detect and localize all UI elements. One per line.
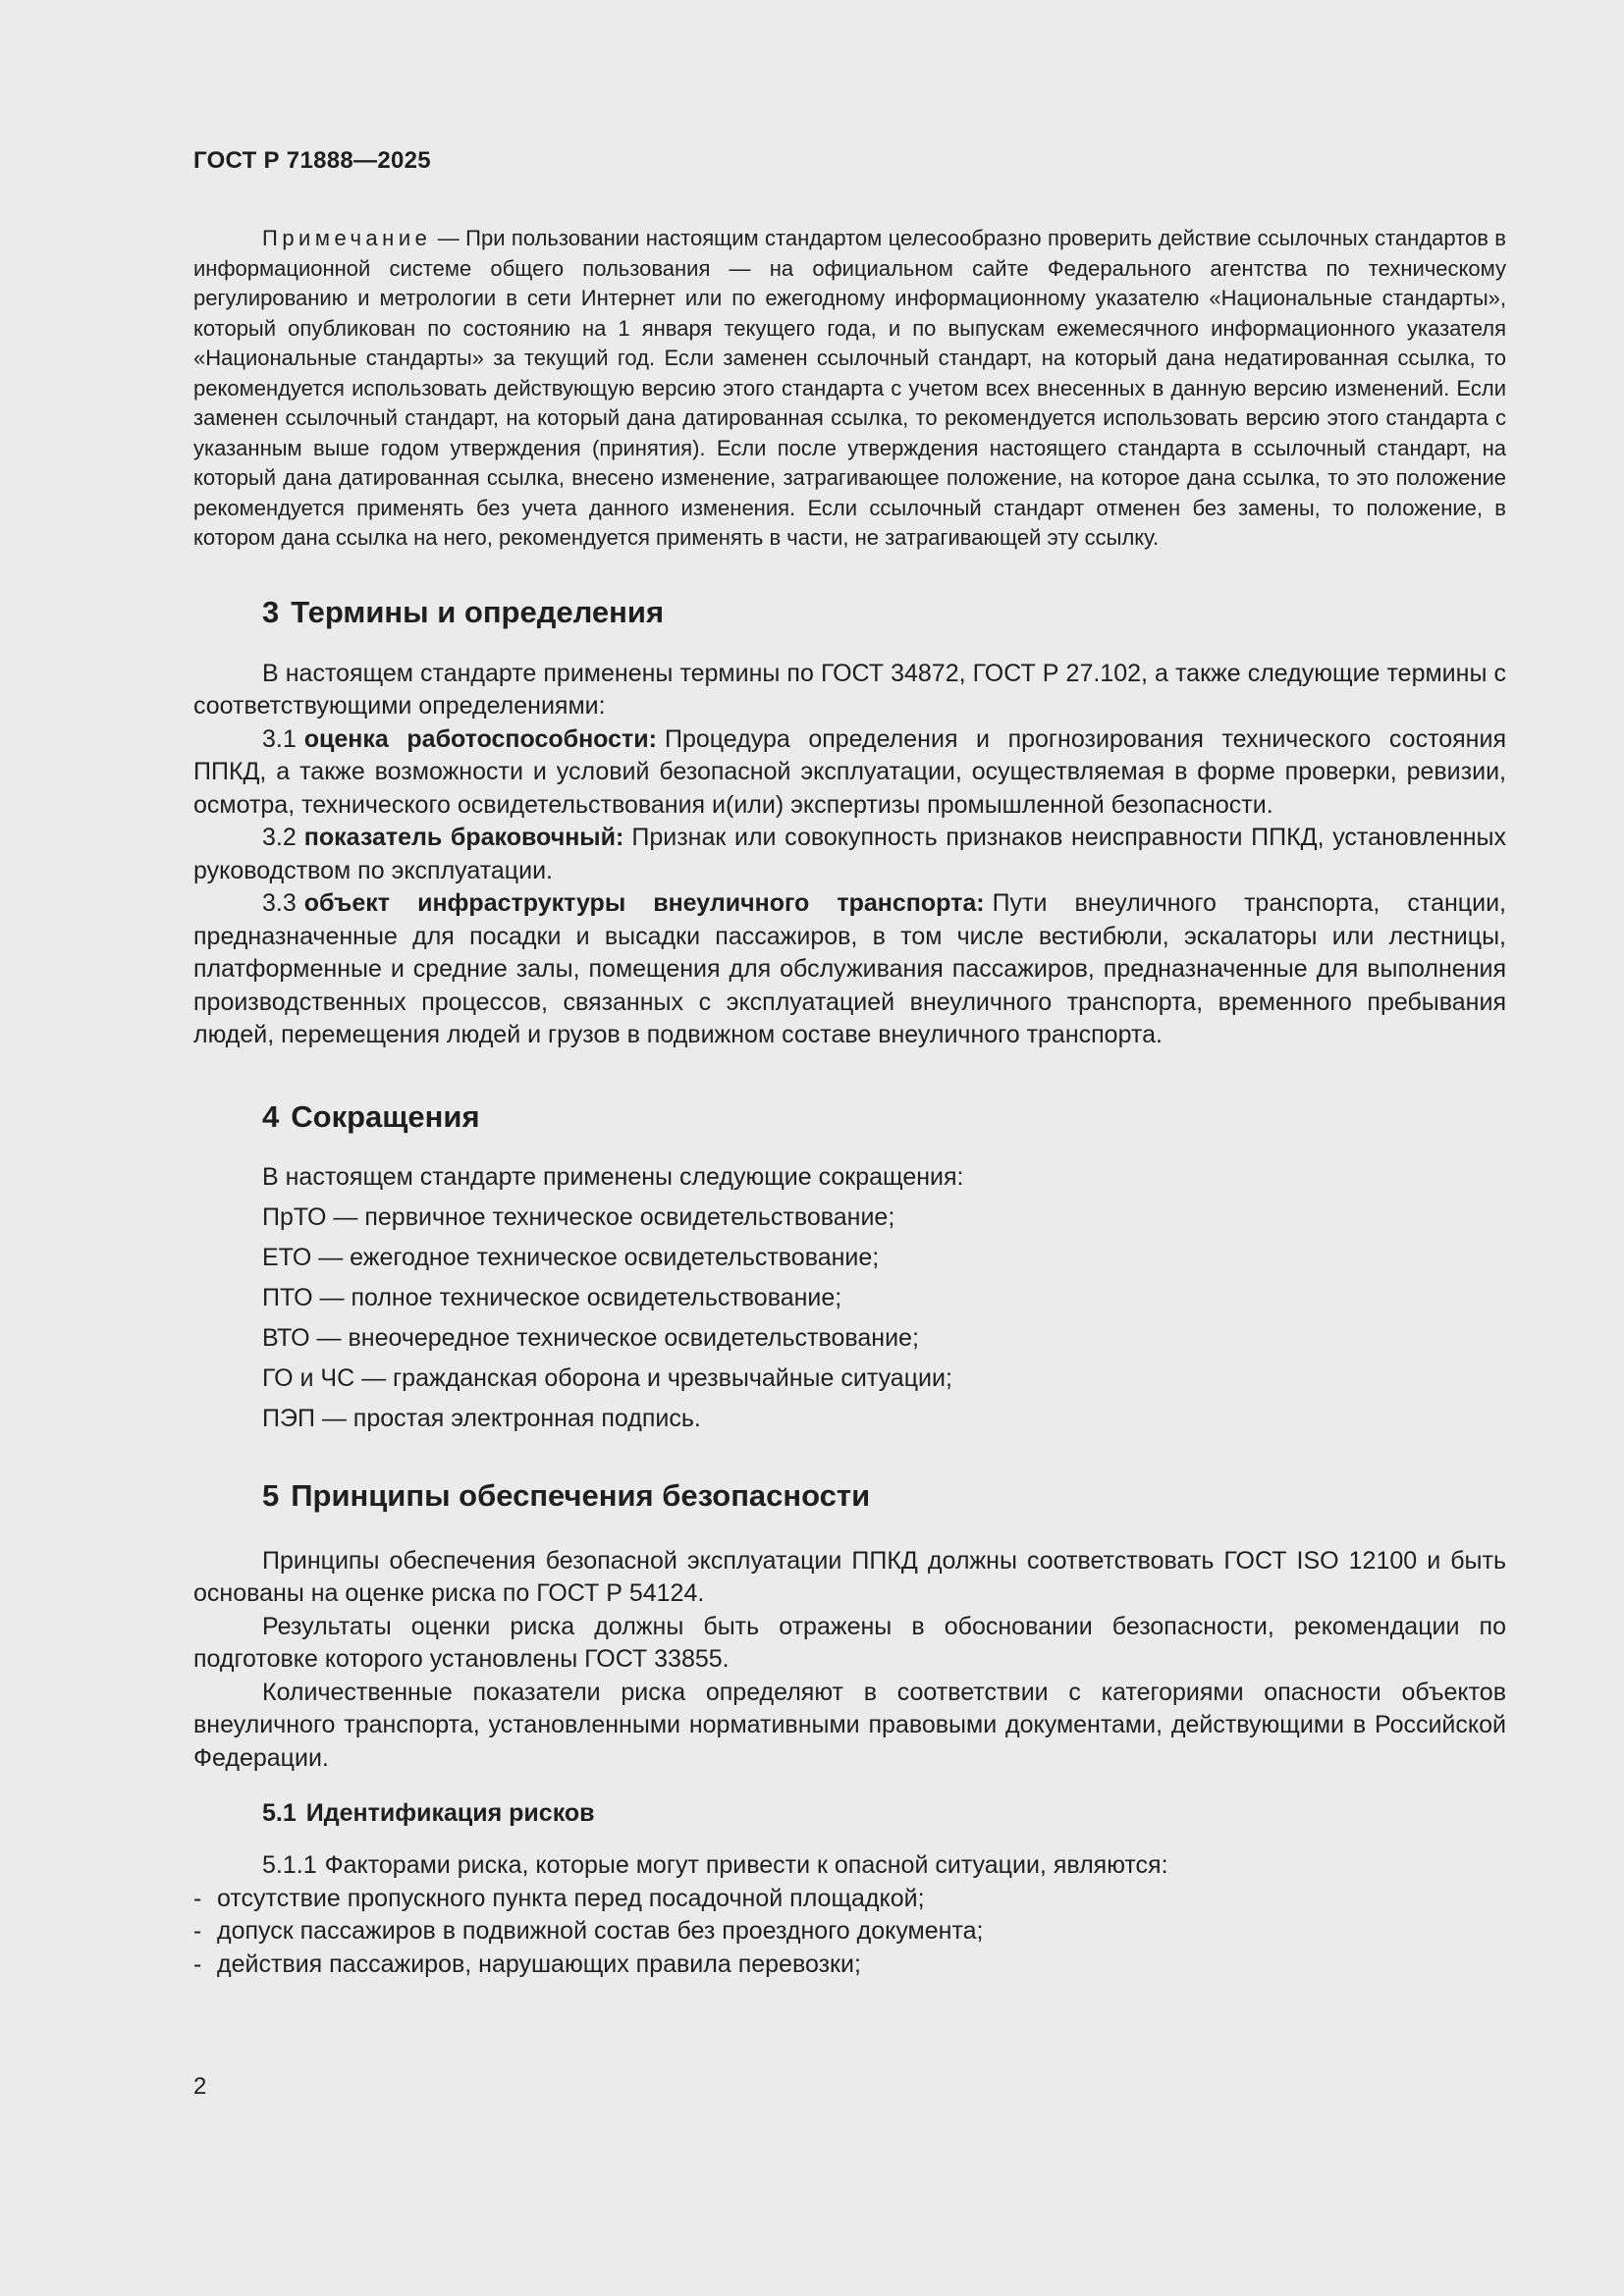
term-number: 3.3 [262, 889, 297, 917]
note-text: — При пользовании настоящим стандартом целесообразно проверить действие ссылочных стандартов в информационной системе общего пользования — на официальном сайте Федерального агентства по техническому регулированию и метрологии в сети Интернет или по ежегодному информационному указателю «Национальные стандарты», который опубликован по состоянию на 1 января текущего года, и по выпускам ежемесячного информационного указателя «Национальные стандарты» за текущий год. Если заменен ссылочный стандарт, на который дана недатированная ссылка, то рекомендуется использовать действующую версию этого стандарта с учетом всех внесенных в данную версию изменений. Если заменен ссылочный стандарт, на который дана датированная ссылка, то рекомендуется использовать версию этого стандарта с указанным выше годом утверждения (принятия). Если после утверждения настоящего стандарта в ссылочный стандарт, на который дана датированная ссылка, внесено изменение, затрагивающее положение, на которое дана ссылка, то это положение рекомендуется применять без учета данного изменения. Если ссылочный стандарт отменен без замены, то положение, в котором дана ссылка на него, рекомендуется применять в части, не затрагивающей эту ссылку. [193, 226, 1506, 550]
abbreviation-item: ПТО — полное техническое освидетельствование; [262, 1283, 842, 1311]
section-5-title: Принципы обеспечения безопасности [291, 1477, 871, 1513]
note-label: Примечание [262, 226, 432, 250]
subsection-5-1-title: Идентификация рисков [305, 1799, 595, 1827]
abbreviation-item: ГО и ЧС — гражданская оборона и чрезвычайные ситуации; [262, 1363, 952, 1392]
dash-marker: - [193, 1917, 202, 1945]
dash-item-text: отсутствие пропускного пункта перед посадочной площадкой; [217, 1884, 925, 1912]
section-5-paragraph: Результаты оценки риска должны быть отражены в обосновании безопасности, рекомендации по подготовке которого установлены ГОСТ 33855. [193, 1612, 1506, 1673]
item-number: 5.1.1 [262, 1851, 317, 1879]
section-3-heading [262, 595, 1506, 630]
dash-item-text: действия пассажиров, нарушающих правила перевозки; [217, 1949, 861, 1978]
section-5-paragraph: Принципы обеспечения безопасной эксплуатации ППКД должны соответствовать ГОСТ ISO 12100 и быть основаны на оценке риска по ГОСТ Р 54124. [193, 1546, 1506, 1607]
term-definition: Процедура определения и прогнозирования технического состояния ППКД, а также возможности и условий безопасной эксплуатации, осуществляемая в форме проверки, ревизии, осмотра, технического освидетельствования и(или) экспертизы промышленной безопасности. [193, 724, 1506, 819]
abbreviation-item: ВТО — внеочередное техническое освидетельствование; [262, 1323, 919, 1352]
term-name: показатель браковочный: [303, 824, 624, 851]
abbreviation-item: ПрТО — первичное техническое освидетельствование; [262, 1202, 895, 1231]
term-3-3 [193, 887, 1506, 1052]
abbreviation-item: ЕТО — ежегодное техническое освидетельствование; [262, 1243, 880, 1271]
item-5-1-1 [193, 1849, 1506, 1883]
section-5-heading [262, 1478, 1506, 1514]
dash-list-item [193, 1949, 1506, 1982]
page-number: 2 [193, 2073, 207, 2100]
section-4-intro: В настоящем стандарте применены следующие сокращения: [262, 1162, 964, 1191]
section-4-title: Сокращения [291, 1098, 480, 1134]
abbreviation-item: ПЭП — простая электронная подпись. [262, 1404, 701, 1432]
dash-list-item [193, 1915, 1506, 1949]
term-name: объект инфраструктуры внеуличного транспорта: [303, 889, 985, 917]
dash-item-text: допуск пассажиров в подвижной состав без проездного документа; [217, 1917, 984, 1945]
term-number: 3.2 [262, 824, 297, 851]
dash-marker: - [193, 1949, 202, 1978]
term-number: 3.1 [262, 724, 297, 753]
section-4-number: 4 [262, 1098, 280, 1134]
subsection-5-1-number: 5.1 [262, 1799, 297, 1827]
section-3-title: Термины и определения [291, 594, 665, 629]
section-3-intro: В настоящем стандарте применены термины по ГОСТ 34872, ГОСТ Р 27.102, а также следующие термины с соответствующими определениями: [193, 659, 1506, 720]
dash-list-item [193, 1883, 1506, 1916]
section-5-paragraph: Количественные показатели риска определяют в соответствии с категориями опасности объектов внеуличного транспорта, установленными нормативными правовыми документами, действующими в Российской Федерации. [193, 1678, 1506, 1772]
subsection-5-1-heading [262, 1799, 1506, 1828]
page-content [193, 147, 1506, 1981]
term-definition: Пути внеуличного транспорта, станции, предназначенные для посадки и высадки пассажиров, в том числе вестибюли, эскалаторы или лестницы, платформенные и средние залы, помещения для обслуживания пассажиров, предназначенные для выполнения производственных процессов, связанных с эксплуатацией внеуличного транспорта, временного пребывания людей, перемещения людей и грузов в подвижном составе внеуличного транспорта. [193, 889, 1506, 1048]
note-paragraph [193, 224, 1506, 554]
dash-marker: - [193, 1884, 202, 1912]
term-definition: Признак или совокупность признаков неисправности ППКД, установленных руководством по эксплуатации. [193, 824, 1506, 884]
term-name: оценка работоспособности: [303, 724, 657, 753]
section-3-number: 3 [262, 594, 280, 629]
term-3-2 [193, 822, 1506, 887]
term-3-1 [193, 723, 1506, 823]
section-4-heading [262, 1099, 1506, 1135]
document-header: ГОСТ Р 71888—2025 [193, 147, 431, 174]
section-5-number: 5 [262, 1477, 280, 1513]
item-text: Факторами риска, которые могут привести к опасной ситуации, являются: [324, 1851, 1168, 1879]
